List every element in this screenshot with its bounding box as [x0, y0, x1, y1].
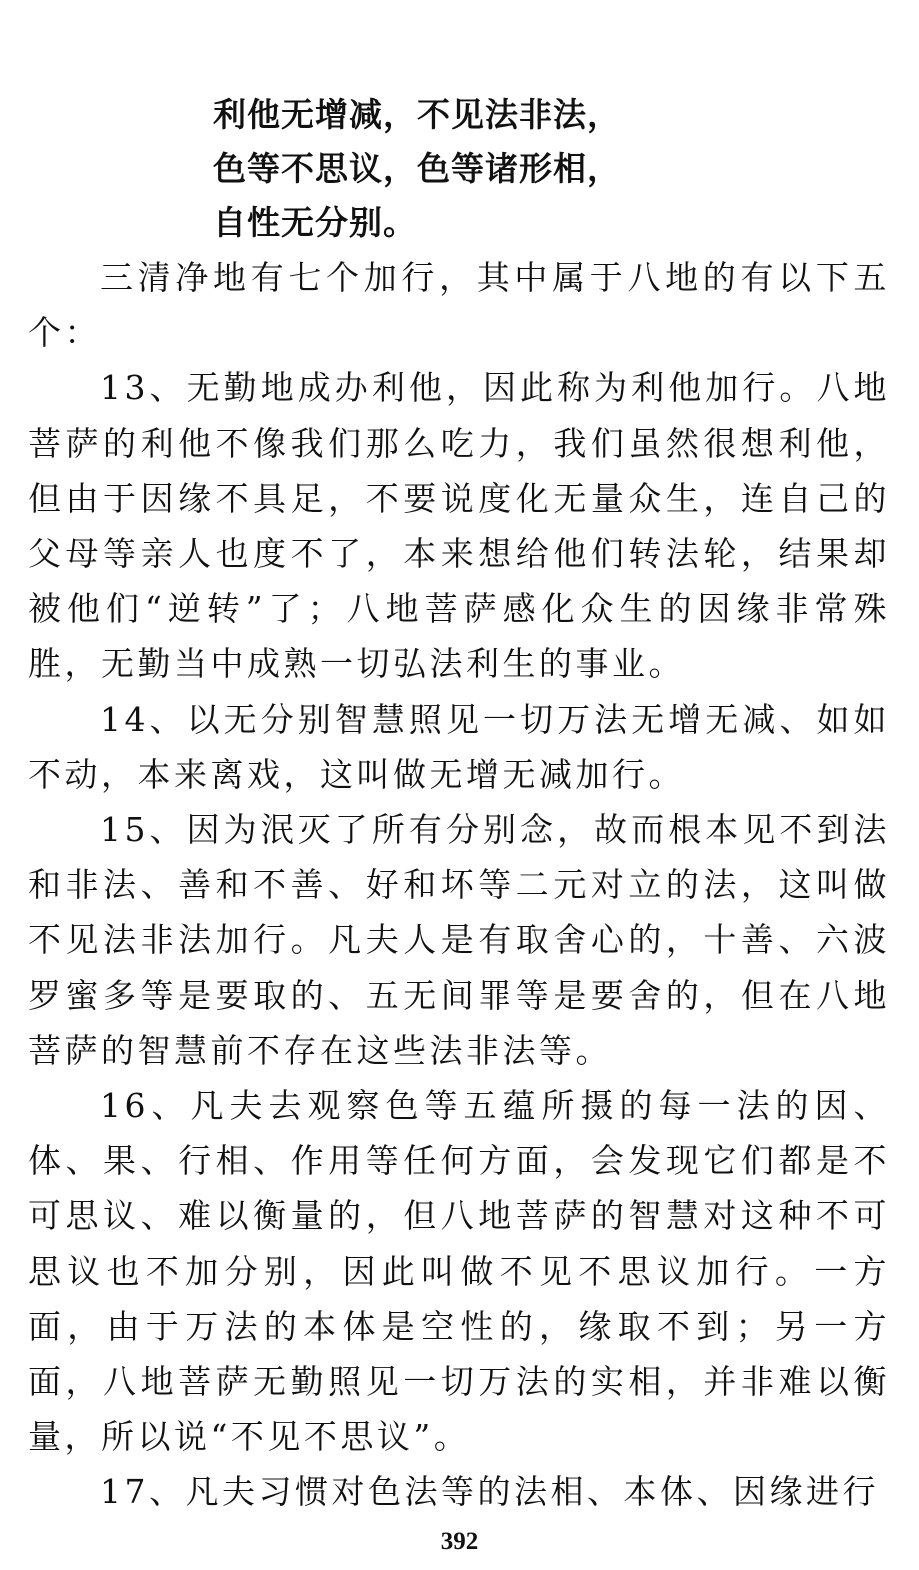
- body-text: [28, 250, 890, 1520]
- paragraph-14: 14、以无分别智慧照见一切万法无增无减、如如不动，本来离戏，这叫做无增无减加行。: [28, 699, 890, 794]
- paragraph-15: 15、因为泯灭了所有分别念，故而根本见不到法和非法、善和不善、好和坏等二元对立的法，这叫做不见法非法加行。凡夫人是有取舍心的，十善、六波罗蜜多等是要取的、五无间罪等是要舍的，但在八地菩萨的智慧前不存在这些法非法等。: [28, 810, 890, 1070]
- verse-line-1: 利他无增减，不见法非法，: [213, 95, 621, 134]
- verse-block: [213, 88, 621, 250]
- verse-line-3: 自性无分别。: [213, 203, 417, 242]
- paragraph-17: 17、凡夫习惯对色法等的法相、本体、因缘进行: [100, 1472, 879, 1512]
- paragraph-16: 16、凡夫去观察色等五蕴所摄的每一法的因、体、果、行相、作用等任何方面，会发现它们都是不可思议、难以衡量的，但八地菩萨的智慧对这种不可思议也不加分别，因此叫做不见不思议加行。一方面，由于万法的本体是空性的，缘取不到；另一方面，八地菩萨无勤照见一切万法的实相，并非难以衡量，所以说“不见不思议”。: [28, 1086, 890, 1457]
- page-number: 392: [440, 1528, 479, 1555]
- verse-line-2: 色等不思议，色等诸形相，: [213, 149, 621, 188]
- paragraph-13: 13、无勤地成办利他，因此称为利他加行。八地菩萨的利他不像我们那么吃力，我们虽然很想利他，但由于因缘不具足，不要说度化无量众生，连自己的父母等亲人也度不了，本来想给他们转法轮，结果却被他们“逆转”了；八地菩萨感化众生的因缘非常殊胜，无勤当中成熟一切弘法利生的事业。: [28, 368, 890, 684]
- paragraph-intro: 三清净地有七个加行，其中属于八地的有以下五个：: [28, 258, 890, 353]
